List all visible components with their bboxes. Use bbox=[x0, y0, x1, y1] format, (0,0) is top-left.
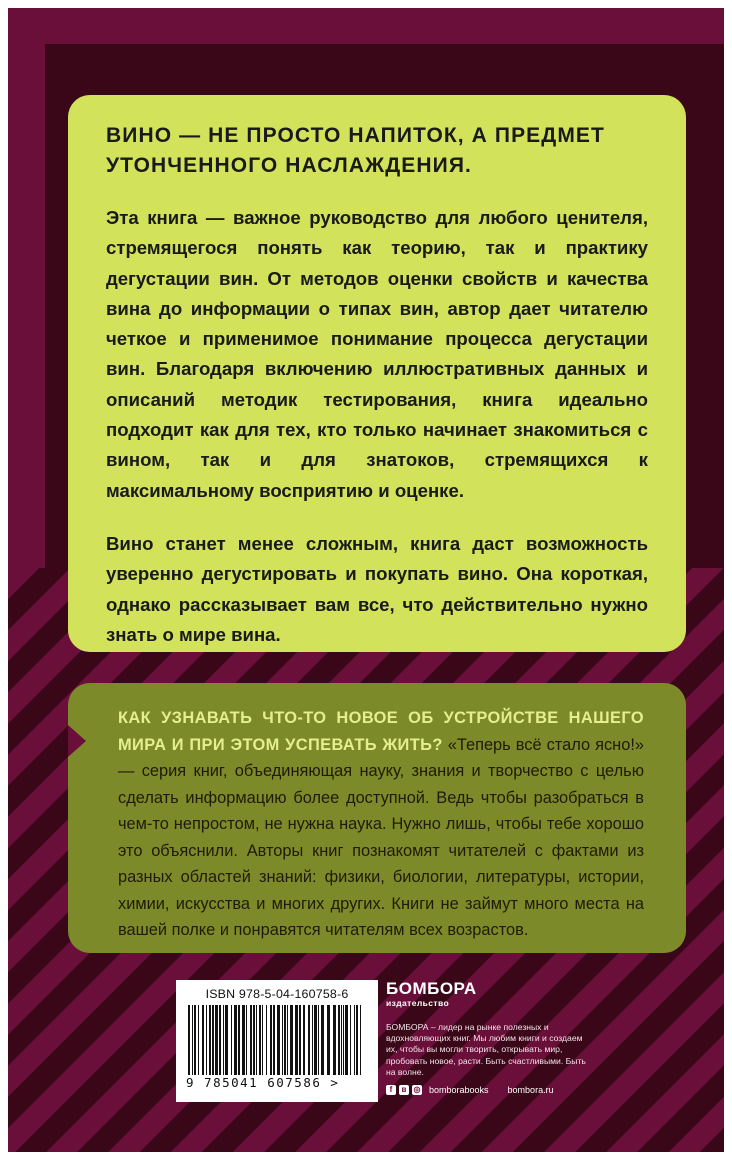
publisher-description: БОМБОРА – лидер на рынке полезных и вдохновляющих книг. Мы любим книги и создаем их, чтобы вы могли творить, открывать мир, пробовать новое, расти. Быть счастливыми. Быть на волне. bbox=[386, 1022, 586, 1077]
barcode-bar bbox=[194, 1005, 196, 1075]
barcode-bar bbox=[290, 1005, 293, 1075]
headline: ВИНО — НЕ ПРОСТО НАПИТОК, А ПРЕДМЕТ УТОНЧЕННОГО НАСЛАЖДЕНИЯ. bbox=[106, 124, 605, 177]
barcode-bar bbox=[212, 1005, 214, 1075]
barcode-bar bbox=[256, 1005, 257, 1075]
barcode-bar bbox=[321, 1005, 324, 1075]
barcode-bar bbox=[234, 1005, 237, 1075]
barcode-bar bbox=[198, 1005, 199, 1075]
barcode-bar bbox=[242, 1005, 245, 1075]
isbn-text: ISBN 978-5-04-160758-6 bbox=[205, 987, 349, 1001]
series-box bbox=[68, 683, 686, 953]
series-body: «Теперь всё стало ясно!» — серия книг, объединяющая науку, знания и творчество с целью сделать информацию более доступной. Ведь чтобы разобраться в чем-то непростом, не нужна наука. Нужно лишь, чтобы тебе хорошо это объяснили. Авторы книг познакомят читателей с фактами из разных областей знаний: физики, биологии, литературы, истории, химии, искусства и многих других. Книги не займут много места на вашей полке и понравятся читателям всех возрастов. bbox=[118, 735, 644, 939]
barcode-bar bbox=[231, 1005, 232, 1075]
barcode-bar bbox=[209, 1005, 211, 1075]
barcode-bar bbox=[219, 1005, 221, 1075]
facebook-icon: f bbox=[386, 1085, 396, 1095]
barcode-box bbox=[176, 980, 378, 1102]
barcode-bar bbox=[270, 1005, 272, 1075]
publisher-logo: БОМБОРА bbox=[386, 979, 477, 998]
barcode-bar bbox=[262, 1005, 263, 1075]
pointer-triangle bbox=[68, 725, 86, 757]
barcode-bar bbox=[277, 1005, 280, 1075]
barcode-bar bbox=[284, 1005, 286, 1075]
publisher-sublogo: издательство bbox=[386, 998, 450, 1008]
barcode-bar bbox=[188, 1005, 190, 1075]
publisher-social bbox=[386, 1085, 596, 1095]
barcode-bar bbox=[282, 1005, 283, 1075]
barcode-bar bbox=[215, 1005, 218, 1075]
barcode-bar bbox=[253, 1005, 255, 1075]
barcode-bar bbox=[354, 1005, 355, 1075]
barcode-bar bbox=[287, 1005, 288, 1075]
instagram-icon: ◎ bbox=[413, 1085, 421, 1095]
barcode-bar bbox=[250, 1005, 252, 1075]
description-paragraph-2: Вино станет менее сложным, книга даст возможность уверенно дегустировать и покупать вино. Она короткая, однако рассказывает вам все, что действительно нужно знать о мире вина. bbox=[106, 532, 648, 645]
barcode-bar bbox=[333, 1005, 336, 1075]
barcode-bar bbox=[192, 1005, 193, 1075]
barcode-bar bbox=[303, 1005, 305, 1075]
barcode-bar bbox=[266, 1005, 267, 1075]
barcode-bar bbox=[350, 1005, 351, 1075]
barcode-bar bbox=[299, 1005, 301, 1075]
barcode-bar bbox=[318, 1005, 319, 1075]
barcode-bar bbox=[312, 1005, 313, 1075]
barcode-bar bbox=[273, 1005, 275, 1075]
publisher-block bbox=[386, 980, 596, 1095]
barcode-bar bbox=[206, 1005, 207, 1075]
barcode-bar bbox=[314, 1005, 317, 1075]
barcode-bar bbox=[202, 1005, 204, 1075]
barcode-bar bbox=[343, 1005, 344, 1075]
barcode-bar bbox=[225, 1005, 228, 1075]
website: bombora.ru bbox=[507, 1085, 554, 1096]
barcode-bar bbox=[238, 1005, 240, 1075]
description-paragraph-1: Эта книга — важное руководство для любого ценителя, стремящегося понять как теорию, так и практику дегустации вин. От методов оценки свойств и качества вина до информации о типах вин, автор дает читателю четкое и применимое понимание процесса дегустации вин. Благодаря включению иллюстративных данных и описаний методик тестирования, книга идеально подходит как для тех, кто только начинает знакомиться с вином, так и для знатоков, стремящихся к максимальному восприятию и оценке. bbox=[106, 207, 648, 501]
barcode-bar bbox=[360, 1005, 361, 1075]
barcode-bar bbox=[308, 1005, 310, 1075]
social-handle: bomborabooks bbox=[429, 1085, 489, 1096]
barcode-bar bbox=[295, 1005, 298, 1075]
description-box bbox=[68, 95, 686, 652]
series-text bbox=[118, 705, 644, 944]
series-caps-question: КАК УЗНАВАТЬ ЧТО-ТО НОВОЕ ОБ УСТРОЙСТВЕ НАШЕГО МИРА И ПРИ ЭТОМ УСПЕВАТЬ ЖИТЬ? bbox=[118, 709, 644, 754]
vk-icon: в bbox=[399, 1085, 409, 1095]
barcode-bar bbox=[341, 1005, 342, 1075]
barcode-bar bbox=[327, 1005, 330, 1075]
ean-digits: 9 785041 607586 > bbox=[186, 1075, 340, 1090]
barcode-bar bbox=[356, 1005, 358, 1075]
barcode-bar bbox=[259, 1005, 261, 1075]
barcode-bar bbox=[338, 1005, 340, 1075]
barcode-bar bbox=[345, 1005, 348, 1075]
barcode-bar bbox=[246, 1005, 247, 1075]
book-back-cover bbox=[8, 8, 724, 1152]
barcode-bar bbox=[223, 1005, 224, 1075]
barcode-image bbox=[186, 1005, 368, 1075]
